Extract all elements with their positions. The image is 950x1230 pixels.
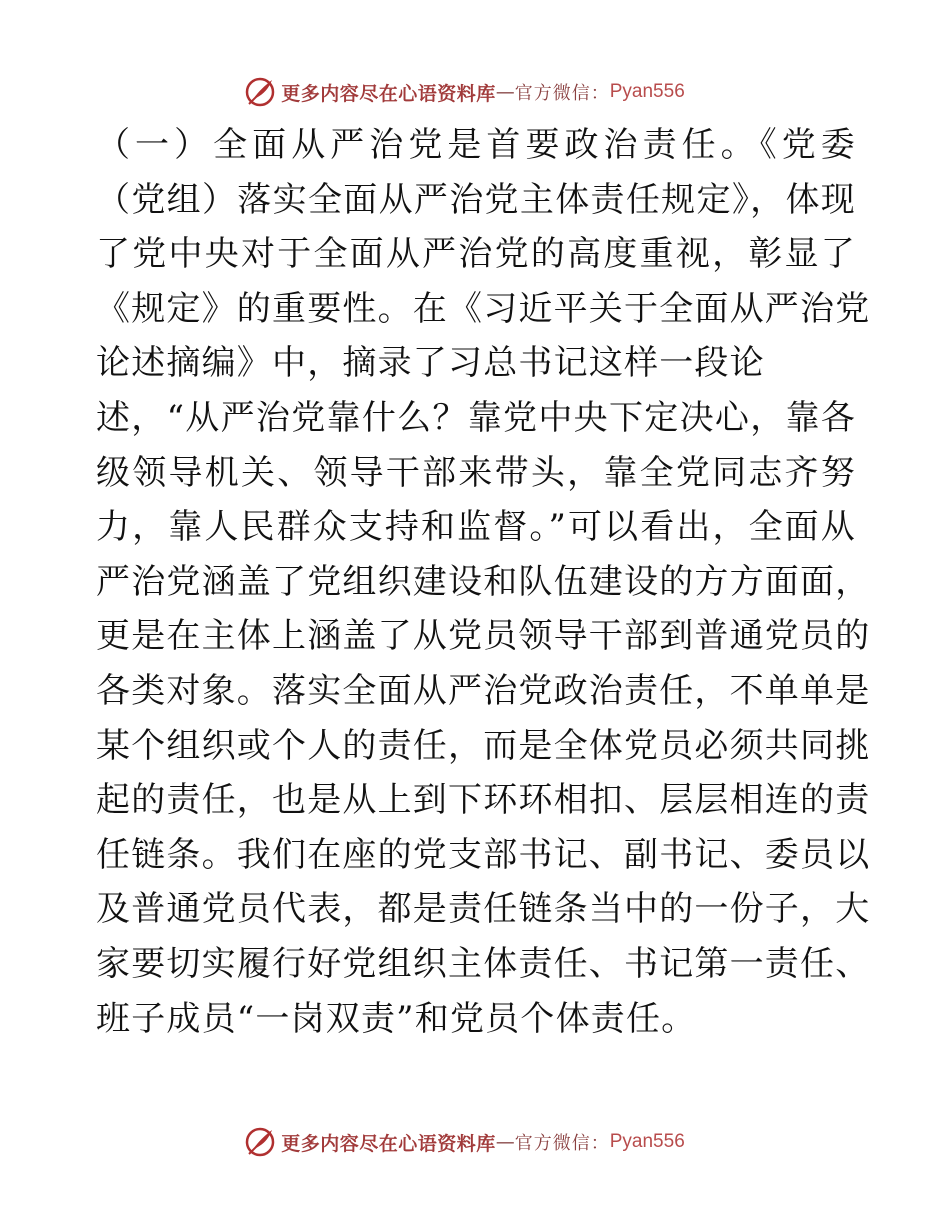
footer-watermark — [0, 1122, 950, 1162]
paragraph-line: 力，靠人民群众支持和监督。”可以看出，全面从 — [96, 507, 856, 548]
watermark-text: 更多内容尽在心语资料库 — [281, 1132, 496, 1155]
paragraph-line: 更是在主体上涵盖了从党员领导干部到普通党员的 — [96, 616, 871, 657]
paragraph-line: （一）全面从严治党是首要政治责任。《党委 — [96, 125, 856, 165]
header-watermark — [0, 72, 950, 112]
paragraph-line: 任链条。我们在座的党支部书记、副书记、委员以 — [96, 834, 871, 875]
paragraph-line: 级领导机关、领导干部来带头，靠全党同志齐努 — [96, 452, 856, 493]
feather-pen-logo-icon — [243, 1125, 277, 1159]
paragraph-line: 某个组织或个人的责任，而是全体党员必须共同挑 — [96, 725, 871, 766]
watermark-account: Pyan556 — [609, 81, 685, 102]
paragraph-line: 论述摘编》中，摘录了习总书记这样一段论 — [96, 343, 765, 384]
feather-pen-logo-icon — [243, 75, 277, 109]
paragraph-line: 各类对象。落实全面从严治党政治责任，不单单是 — [96, 670, 871, 711]
watermark-label: 官方微信： — [514, 1133, 610, 1154]
paragraph-line: 述，“从严治党靠什么？靠党中央下定决心，靠各 — [96, 397, 856, 438]
watermark-separator: — — [495, 81, 515, 103]
paragraph-line: （党组）落实全面从严治党主体责任规定》，体现 — [96, 179, 856, 220]
paragraph-line: 起的责任，也是从上到下环环相扣、层层相连的责 — [96, 780, 871, 821]
watermark-label: 官方微信： — [514, 83, 610, 104]
paragraph-line: 严治党涵盖了党组织建设和队伍建设的方方面面， — [96, 561, 871, 602]
paragraph-line: 及普通党员代表，都是责任链条当中的一份子，大 — [96, 889, 871, 930]
watermark-separator: — — [495, 1131, 515, 1153]
document-paragraph — [96, 118, 871, 1046]
paragraph-line: 《规定》的重要性。在《习近平关于全面从严治党 — [96, 288, 871, 329]
watermark-account: Pyan556 — [609, 1131, 685, 1152]
paragraph-line: 班子成员“一岗双责”和党员个体责任。 — [96, 998, 697, 1039]
watermark-text: 更多内容尽在心语资料库 — [281, 82, 496, 105]
paragraph-line: 了党中央对于全面从严治党的高度重视，彰显了 — [96, 234, 856, 275]
paragraph-line: 家要切实履行好党组织主体责任、书记第一责任、 — [96, 943, 871, 984]
